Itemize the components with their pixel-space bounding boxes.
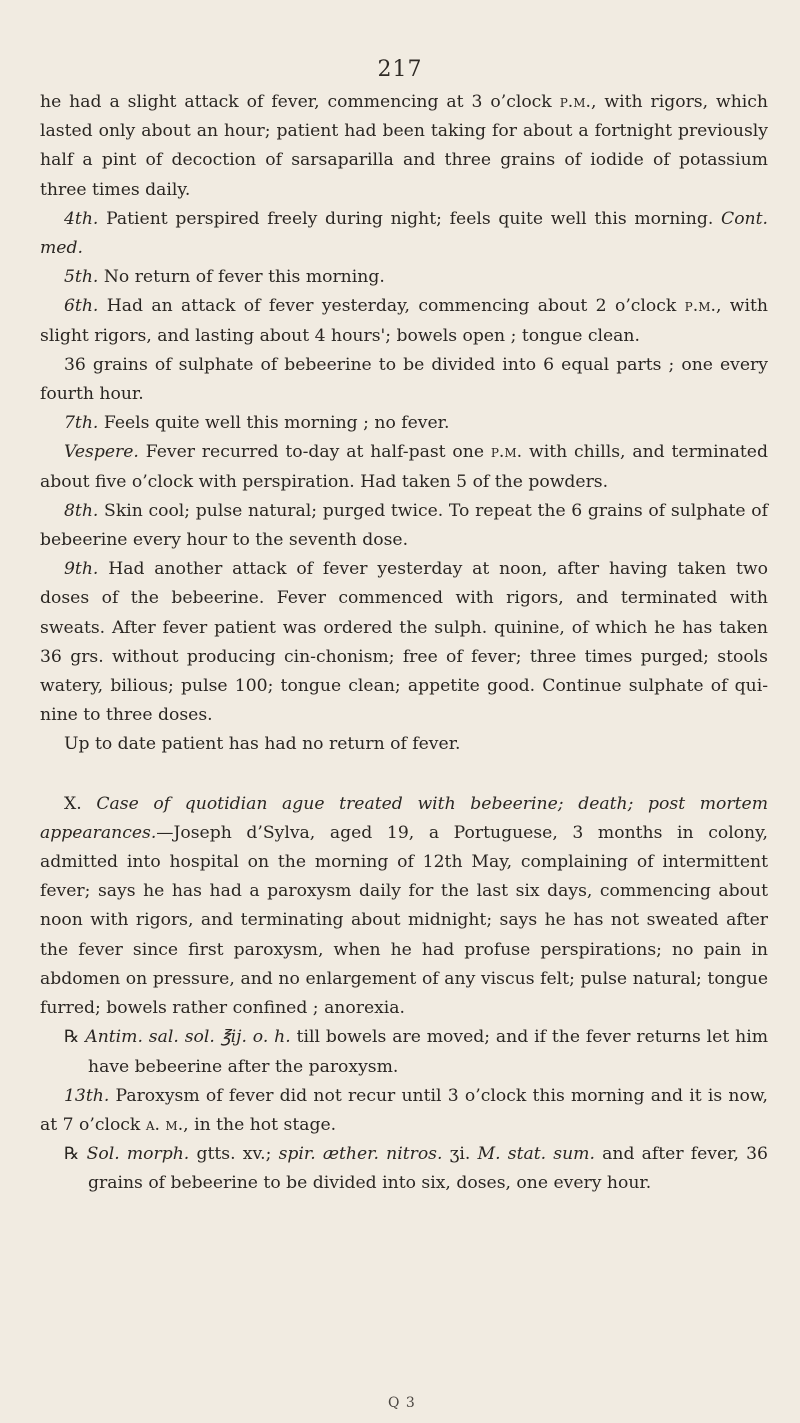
entry-date: 7th.	[64, 413, 99, 434]
entry-date: 13th.	[64, 1085, 110, 1106]
entry-date: 9th.	[64, 559, 99, 580]
paragraph-9th	[40, 555, 768, 730]
dosing-instruction: M. stat. sum.	[477, 1144, 595, 1165]
entry-date: 8th.	[64, 500, 99, 521]
medication-note: Cont. med.	[40, 208, 768, 259]
signature-mark: Q 3	[388, 1395, 416, 1411]
time-pm: p.m.	[490, 442, 523, 463]
paragraph-prescription: 36 grains of sulphate of bebeerine to be divided into 6 equal parts ; one every fourth hour.	[40, 354, 768, 405]
time-am: a. m.	[145, 1114, 184, 1135]
time-pm: p.m.	[684, 296, 716, 317]
text-run: till bowels are moved; and if the fever returns let him have bebeerine after the paroxysm.	[88, 1027, 768, 1077]
paragraph-vespere	[40, 438, 768, 496]
text-run: Had an attack of fever yesterday, commencing about 2 o’clock	[98, 296, 685, 317]
paragraph	[40, 88, 768, 205]
entry-date: 5th.	[64, 267, 99, 288]
paragraph-6th	[40, 292, 768, 350]
text-run: with chills, and terminated about five o’clock with perspiration. Had taken 5 of the powders.	[40, 442, 768, 492]
time-pm: p.m.	[559, 92, 591, 112]
prescription-1	[40, 1023, 768, 1081]
text-run: he had a slight attack of fever, commencing at 3 o’clock	[40, 92, 552, 112]
text-run: No return of fever this morning.	[98, 267, 385, 288]
case-number: X.	[64, 793, 82, 814]
recipe-symbol: ℞	[64, 1027, 80, 1048]
case-heading-paragraph	[40, 790, 768, 1024]
text-run: , in the hot stage.	[183, 1114, 337, 1135]
entry-date: Vespere.	[64, 442, 139, 463]
text-run: , with slight rigors, and lasting about 4 hours'; bowels open ; tongue clean.	[40, 296, 768, 346]
drug-name: Sol. morph.	[79, 1144, 190, 1165]
text-run: ʒi.	[442, 1144, 478, 1165]
drug-name: Antim. sal. sol. ℥ij. o. h.	[79, 1027, 291, 1048]
paragraph-8th	[40, 497, 768, 555]
entry-date: 4th.	[64, 208, 99, 229]
case-title: Case of quotidian ague treated with bebeerine; death; post mortem appearances.	[40, 793, 768, 843]
paragraph-5th	[40, 263, 768, 292]
drug-name: spir. æther. nitros.	[278, 1144, 443, 1165]
text-run: , with rigors, which lasted only about an hour; patient had been taking for about a fortnight previously half a pint of decoction of sarsaparilla and three grains of iodide of potassium three times daily.	[40, 92, 769, 200]
text-run: Patient perspired freely during night; feels quite well this morning.	[98, 208, 722, 229]
body-text	[40, 88, 768, 1199]
page-number: 217	[377, 57, 423, 82]
prescription-2	[40, 1140, 768, 1198]
text-run: gtts. xv.;	[189, 1144, 279, 1165]
paragraph-7th	[40, 409, 768, 438]
entry-date: 6th.	[64, 296, 99, 317]
text-run: Had another attack of fever yesterday at noon, after having taken two doses of the bebeerine. Fever commenced with rigors, and terminated with sweats. After fever patient was ordered the sulph. quinine, of which he has taken 36 grs. without producing cin-chonism; free of fever; three times purged; stools watery, bilious; pulse 100; tongue clean; appetite good. Continue sulphate of qui-nine to three doses.	[40, 559, 768, 726]
paragraph-4th	[40, 205, 768, 263]
recipe-symbol: ℞	[64, 1144, 80, 1165]
paragraph-13th	[40, 1082, 768, 1140]
text-run: Fever recurred to-day at half-past one	[138, 442, 491, 463]
paragraph-summary: Up to date patient has had no return of fever.	[64, 734, 461, 755]
text-run: Feels quite well this morning ; no fever.	[98, 413, 450, 434]
text-run: Skin cool; pulse natural; purged twice. To repeat the 6 grains of sulphate of bebeerine every hour to the seventh dose.	[40, 500, 768, 551]
text-run: —Joseph d’Sylva, aged 19, a Portuguese, 3 months in colony, admitted into hospital on the morning of 12th May, complaining of intermittent fever; says he has had a paroxysm daily for the last six days, commencing about noon with rigors, and terminating about midnight; says he has not sweated after the fever since first paroxysm, when he had profuse perspirations; no pain in abdomen on pressure, and no enlargement of any viscus felt; pulse natural; tongue furred; bowels rather confined ; anorexia.	[40, 822, 768, 1019]
text-run: and after fever, 36 grains of bebeerine to be divided into six, doses, one every hour.	[88, 1144, 768, 1194]
text-run: Paroxysm of fever did not recur until 3 o’clock this morning and it is now, at 7 o’clock	[40, 1085, 768, 1135]
